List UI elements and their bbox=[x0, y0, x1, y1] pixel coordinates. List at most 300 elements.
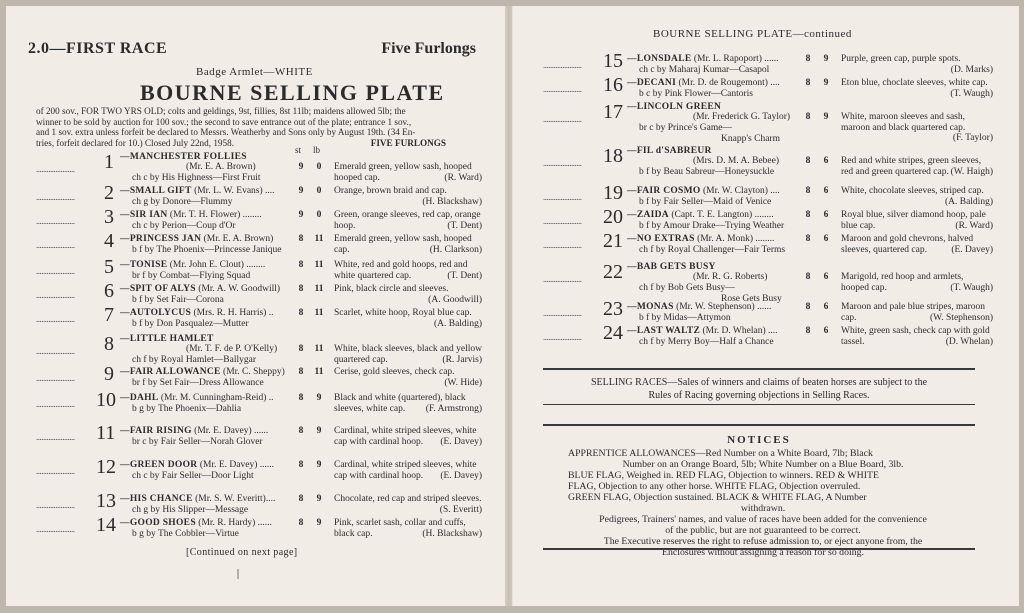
weight-lb: 6 bbox=[823, 302, 829, 312]
racing-colours bbox=[334, 210, 482, 231]
weight-st: 8 bbox=[805, 78, 811, 88]
weight-lb: 11 bbox=[314, 284, 324, 294]
entry-dotted-line: ...................... bbox=[543, 308, 582, 318]
entry-number: 24 bbox=[603, 322, 623, 344]
jockey-name: (R. Jarvis) bbox=[442, 354, 482, 365]
owner-name: (Mrs. D. M. A. Bebee) bbox=[693, 156, 780, 166]
colours-text: White, maroon sleeves and sash, maroon and black quartered cap. bbox=[841, 112, 966, 133]
right-page bbox=[512, 6, 1019, 606]
notice-line: FLAG, Objection to any other horse. WHITE FLAG, Objection overruled. bbox=[568, 481, 861, 492]
weight-lb: 6 bbox=[823, 210, 829, 220]
racing-colours bbox=[334, 518, 482, 539]
weight-lb: 9 bbox=[316, 393, 322, 403]
breeding: ch f by Bob Gets Busy— bbox=[639, 283, 735, 293]
weight-lb: 11 bbox=[314, 308, 324, 318]
notice-line: GREEN FLAG, Objection sustained. BLACK & WHITE FLAG, A Number bbox=[568, 492, 867, 503]
colours-text: White, black sleeves, black and yellow quartered cap. bbox=[334, 344, 482, 365]
rule-middle bbox=[543, 404, 975, 405]
entry-dotted-line: ...................... bbox=[543, 274, 582, 284]
breeding: b f by Set Fair—Corona bbox=[132, 294, 224, 305]
weight-st: 8 bbox=[298, 234, 304, 244]
racing-colours bbox=[841, 272, 993, 293]
racing-colours bbox=[334, 284, 482, 305]
left-page bbox=[6, 6, 507, 606]
weight-st: 8 bbox=[298, 308, 304, 318]
notice-line: Enclosures without assigning a reason for so doing. bbox=[662, 547, 864, 558]
racing-colours bbox=[334, 234, 482, 255]
entry-number: 11 bbox=[96, 422, 116, 444]
horse-name-text: BAB GETS BUSY bbox=[636, 262, 716, 272]
jockey-name: (R. Ward) bbox=[955, 220, 993, 231]
entry-dotted-line: ...................... bbox=[36, 192, 75, 202]
weight-lb: 0 bbox=[316, 186, 322, 196]
weight-lb: 6 bbox=[823, 156, 829, 166]
weight-lb: 6 bbox=[823, 326, 829, 336]
owner-name: (Mr. Frederick G. Taylor) bbox=[693, 112, 791, 122]
owner-name: (Mr. R. G. Roberts) bbox=[693, 272, 768, 282]
horse-name: —PRINCESS JAN (Mr. E. A. Brown) bbox=[120, 234, 274, 244]
entry-number: 14 bbox=[96, 514, 116, 536]
selling-races-line: Rules of Racing governing objections in Selling Races. bbox=[648, 390, 870, 401]
horse-name: —MANCHESTER FOLLIES bbox=[120, 152, 247, 162]
colours-text: Scarlet, white hoop, Royal blue cap. bbox=[334, 308, 472, 318]
owner-name: (Mrs. R. H. Harris) .. bbox=[191, 308, 274, 318]
notice-line: BLUE FLAG, Weighed in. RED FLAG, Objection to winners. RED & WHITE bbox=[568, 470, 879, 481]
colours-text: Emerald green, yellow sash, hooped hooped cap. bbox=[334, 162, 472, 183]
jockey-name: (R. Ward) bbox=[444, 172, 482, 183]
page-mark bbox=[237, 569, 239, 579]
racing-colours bbox=[334, 426, 482, 447]
owner-name: (Mr. A. W. Goodwill) bbox=[195, 284, 281, 294]
weight-st: 8 bbox=[805, 234, 811, 244]
jockey-name: (F. Armstrong) bbox=[425, 403, 482, 414]
weight-st: 8 bbox=[298, 367, 304, 377]
breeding: br c by Prince's Game— bbox=[639, 123, 732, 133]
notice-line: of the public, but are not guaranteed to be correct. bbox=[665, 525, 861, 536]
entry-dotted-line: ...................... bbox=[36, 266, 75, 276]
racing-colours bbox=[334, 460, 482, 481]
racing-colours bbox=[841, 210, 993, 231]
colours-text: Maroon and pale blue stripes, maroon cap. bbox=[841, 302, 986, 323]
racing-colours bbox=[334, 367, 482, 388]
notices-title: NOTICES bbox=[727, 434, 791, 446]
jockey-name: (H. Blackshaw) bbox=[422, 528, 482, 539]
jockey-name: (D. Whelan) bbox=[945, 336, 993, 347]
conditions-distance: FIVE FURLONGS bbox=[370, 137, 446, 148]
notices-body bbox=[568, 448, 958, 558]
colours-text: Pink, scarlet sash, collar and cuffs, black cap. bbox=[334, 518, 466, 539]
racing-colours bbox=[841, 326, 993, 347]
weight-st: 8 bbox=[298, 426, 304, 436]
weight-st: 8 bbox=[805, 302, 811, 312]
entry-dotted-line: ...................... bbox=[36, 500, 75, 510]
racing-colours bbox=[334, 162, 482, 183]
weight-lb: 11 bbox=[314, 367, 324, 377]
weight-lb: 0 bbox=[316, 210, 322, 220]
horse-name: —LAST WALTZ (Mr. D. Whelan) .... bbox=[627, 326, 778, 336]
entry-number: 10 bbox=[96, 389, 116, 411]
entry-number: 20 bbox=[603, 206, 623, 228]
entry-dotted-line: ...................... bbox=[36, 290, 75, 300]
entry-dotted-line: ...................... bbox=[36, 432, 75, 442]
racing-colours bbox=[841, 234, 993, 255]
racing-colours bbox=[334, 344, 482, 365]
notice-line: APPRENTICE ALLOWANCES—Red Number on a White Board, 7lb; Black bbox=[568, 448, 873, 459]
horse-name: —FIL d'SABREUR bbox=[627, 146, 712, 156]
entry-number: 19 bbox=[603, 182, 623, 204]
racing-colours bbox=[841, 186, 993, 207]
entry-number: 15 bbox=[603, 50, 623, 72]
owner-name: (Mr. D. Whelan) .... bbox=[700, 326, 778, 336]
horse-name-text: TONISE bbox=[129, 260, 168, 270]
selling-races-line: SELLING RACES—Sales of winners and claims of beaten horses are subject to the bbox=[590, 377, 928, 388]
horse-name-text: FAIR RISING bbox=[129, 426, 192, 436]
horse-name-text: PRINCESS JAN bbox=[129, 234, 202, 244]
entry-number: 13 bbox=[96, 490, 116, 512]
weight-st: 9 bbox=[298, 186, 304, 196]
jockey-name: (E. Davey) bbox=[440, 436, 482, 447]
colours-text: Purple, green cap, purple spots. bbox=[841, 54, 961, 64]
breeding: b f by Beau Sabreur—Honeysuckle bbox=[639, 167, 775, 177]
breeding: b f by Midas—Attymon bbox=[639, 312, 731, 323]
conditions-line: and 1 sov. extra unless forfeit be declared to Messrs. Weatherby and Sons only by August 19th. (34 En- bbox=[36, 127, 416, 137]
entry-number: 6 bbox=[104, 280, 114, 302]
notice-line: withdrawn. bbox=[740, 503, 786, 514]
entry-number: 23 bbox=[603, 298, 623, 320]
colours-text: Maroon and gold chevrons, halved sleeves, quartered cap. bbox=[841, 234, 974, 255]
rule-notices bbox=[543, 424, 975, 426]
horse-name-text: ZAIDA bbox=[636, 210, 669, 220]
colours-text: Black and white (quartered), black sleeves, white cap. bbox=[334, 393, 466, 414]
racing-colours bbox=[334, 186, 482, 207]
weight-st: 8 bbox=[298, 494, 304, 504]
notice-line: The Executive reserves the right to refuse admission to, or eject anyone from, the bbox=[603, 536, 923, 547]
weight-lb: 9 bbox=[316, 426, 322, 436]
colours-text: Pink, black circle and sleeves. bbox=[334, 284, 449, 294]
horse-name: —LINCOLN GREEN bbox=[627, 102, 722, 112]
horse-name-text: LAST WALTZ bbox=[636, 326, 701, 336]
jockey-name: (W. Haigh) bbox=[950, 166, 993, 177]
horse-name: —BAB GETS BUSY bbox=[627, 262, 716, 272]
horse-name: —SIR IAN (Mr. T. H. Flower) ........ bbox=[120, 210, 262, 220]
horse-name: —MONAS (Mr. W. Stephenson) ...... bbox=[627, 302, 772, 312]
entry-dotted-line: ...................... bbox=[543, 216, 582, 226]
breeding: ch g by His Slipper—Message bbox=[132, 504, 249, 515]
horse-name-text: LONSDALE bbox=[636, 54, 692, 64]
race-conditions bbox=[36, 106, 476, 148]
owner-name: (Mr. M. Cunningham-Reid) .. bbox=[158, 393, 274, 403]
weight-st: 8 bbox=[805, 326, 811, 336]
weight-lb: 9 bbox=[316, 494, 322, 504]
column-head-lb: lb bbox=[313, 145, 321, 155]
colours-text: Cardinal, white striped sleeves, white cap with cardinal hoop. bbox=[334, 460, 477, 481]
racing-colours bbox=[841, 302, 993, 323]
racing-colours bbox=[841, 156, 993, 177]
entry-dotted-line: ...................... bbox=[543, 192, 582, 202]
breeding: b c by Pink Flower—Cantoris bbox=[639, 88, 753, 99]
horse-name-text: LITTLE HAMLET bbox=[129, 334, 214, 344]
breeding: b f by Don Pasqualez—Mutter bbox=[132, 318, 249, 329]
racing-colours bbox=[334, 393, 482, 414]
horse-name-text: MONAS bbox=[636, 302, 674, 312]
owner-name: (Mr. D. de Rougemont) .... bbox=[676, 78, 780, 88]
weight-st: 8 bbox=[805, 54, 811, 64]
weight-st: 8 bbox=[298, 284, 304, 294]
breeding: b g by The Cobbler—Virtue bbox=[132, 528, 239, 539]
entry-number: 16 bbox=[603, 74, 623, 96]
horse-name: —GOOD SHOES (Mr. R. Hardy) ...... bbox=[120, 518, 272, 528]
entry-number: 3 bbox=[104, 206, 114, 228]
weight-st: 8 bbox=[298, 260, 304, 270]
owner-name: (Mr. W. Clayton) .... bbox=[700, 186, 780, 196]
entry-number: 12 bbox=[96, 456, 116, 478]
breeding: b f by Fair Seller—Maid of Venice bbox=[639, 196, 772, 207]
badge-armlet: Badge Armlet—WHITE bbox=[196, 66, 313, 78]
owner-name: (Mr. R. Hardy) ...... bbox=[195, 518, 272, 528]
entry-number: 5 bbox=[104, 256, 114, 278]
weight-st: 8 bbox=[805, 272, 811, 282]
colours-text: Emerald green, yellow sash, hooped cap. bbox=[334, 234, 472, 255]
horse-name: —FAIR RISING (Mr. E. Davey) ...... bbox=[120, 426, 269, 436]
jockey-name: (D. Marks) bbox=[950, 64, 993, 75]
weight-st: 8 bbox=[298, 393, 304, 403]
entry-dotted-line: ...................... bbox=[543, 114, 582, 124]
colours-text: Orange, brown braid and cap. bbox=[334, 186, 447, 196]
entry-dotted-line: ...................... bbox=[36, 164, 75, 174]
horse-name-text: DECANI bbox=[636, 78, 677, 88]
horse-name-text: SIR IAN bbox=[129, 210, 168, 220]
owner-name: (Mr. A. Monk) ........ bbox=[694, 234, 775, 244]
entry-number: 17 bbox=[603, 101, 623, 123]
horse-name: —LITTLE HAMLET bbox=[120, 334, 214, 344]
breeding: b g by The Phoenix—Dahlia bbox=[132, 403, 242, 414]
entry-number: 7 bbox=[104, 304, 114, 326]
horse-name: —ZAIDA (Capt. T. E. Langton) ........ bbox=[627, 210, 774, 220]
racing-colours bbox=[841, 54, 993, 75]
conditions-line: of 200 sov., FOR TWO YRS OLD; colts and geldings, 9st, fillies, 8st 11lb; maidens allowed 5lb; the bbox=[36, 106, 406, 116]
weight-lb: 11 bbox=[314, 234, 324, 244]
horse-name-text: HIS CHANCE bbox=[129, 494, 193, 504]
breeding: ch c by Fair Seller—Door Light bbox=[132, 470, 254, 481]
horse-name: —TONISE (Mr. John E. Clout) ........ bbox=[120, 260, 266, 270]
horse-name: —FAIR COSMO (Mr. W. Clayton) .... bbox=[627, 186, 780, 196]
horse-name: —SPIT OF ALYS (Mr. A. W. Goodwill) bbox=[120, 284, 281, 294]
entry-dotted-line: ...................... bbox=[36, 346, 75, 356]
jockey-name: (S. Everitt) bbox=[439, 504, 482, 515]
continued-note: [Continued on next page] bbox=[186, 547, 298, 558]
breeding: ch g by Donore—Flummy bbox=[132, 196, 233, 207]
weight-st: 8 bbox=[805, 186, 811, 196]
horse-name-text: FAIR ALLOWANCE bbox=[129, 367, 221, 377]
owner-name: (Mr. S. W. Everitt).... bbox=[192, 494, 276, 504]
owner-name: (Mr. E. Davey) ...... bbox=[197, 460, 274, 470]
horse-name-text: FAIR COSMO bbox=[636, 186, 701, 196]
jockey-name: (T. Dent) bbox=[447, 270, 482, 281]
horse-name: —SMALL GIFT (Mr. L. W. Evans) .... bbox=[120, 186, 275, 196]
breeding: b f by The Phoenix—Princesse Janique bbox=[132, 244, 282, 255]
weight-st: 8 bbox=[298, 518, 304, 528]
horse-name-text: LINCOLN GREEN bbox=[636, 102, 722, 112]
weight-lb: 6 bbox=[823, 272, 829, 282]
entry-number: 21 bbox=[603, 230, 623, 252]
entry-number: 9 bbox=[104, 363, 114, 385]
colours-text: Eton blue, choclate sleeves, white cap. bbox=[841, 78, 988, 88]
owner-name: (Capt. T. E. Langton) ........ bbox=[668, 210, 774, 220]
owner-name: (Mr. W. Stephenson) ...... bbox=[673, 302, 772, 312]
weight-st: 8 bbox=[805, 156, 811, 166]
entry-number: 2 bbox=[104, 182, 114, 204]
colours-text: Green, orange sleeves, red cap, orange hoop. bbox=[334, 210, 481, 231]
racing-colours bbox=[334, 260, 482, 281]
breeding: ch c by Maharaj Kumar—Casapol bbox=[639, 64, 770, 75]
rule-top bbox=[543, 368, 975, 370]
entry-dotted-line: ...................... bbox=[543, 84, 582, 94]
weight-lb: 9 bbox=[316, 460, 322, 470]
jockey-name: (E. Davey) bbox=[440, 470, 482, 481]
jockey-name: (A. Balding) bbox=[433, 318, 482, 329]
weight-lb: 6 bbox=[823, 234, 829, 244]
weight-st: 8 bbox=[298, 344, 304, 354]
entry-number: 8 bbox=[104, 333, 114, 355]
jockey-name: (W. Stephenson) bbox=[930, 312, 993, 323]
entry-dotted-line: ...................... bbox=[543, 158, 582, 168]
breeding: br f by Set Fair—Dress Allowance bbox=[132, 377, 264, 388]
entry-dotted-line: ...................... bbox=[543, 240, 582, 250]
entry-dotted-line: ...................... bbox=[36, 314, 75, 324]
horse-name: —AUTOLYCUS (Mrs. R. H. Harris) .. bbox=[120, 308, 274, 318]
entry-number: 22 bbox=[603, 261, 623, 283]
race-title: BOURNE SELLING PLATE bbox=[140, 80, 445, 105]
horse-name-text: SMALL GIFT bbox=[129, 186, 192, 196]
owner-name: (Mr. T. H. Flower) ........ bbox=[167, 210, 262, 220]
breeding: b f by Amour Drake—Trying Weather bbox=[639, 220, 785, 231]
jockey-name: (F. Taylor) bbox=[952, 133, 993, 143]
horse-name-text: FIL d'SABREUR bbox=[636, 146, 712, 156]
owner-name: (Mr. E. A. Brown) bbox=[186, 162, 256, 172]
entry-number: 1 bbox=[104, 151, 114, 173]
jockey-name: (T. Waugh) bbox=[950, 88, 993, 99]
colours-text: White, red and gold hoops, red and white quartered cap. bbox=[334, 260, 468, 281]
entry-dotted-line: ...................... bbox=[36, 373, 75, 383]
jockey-name: (H. Blackshaw) bbox=[422, 196, 482, 207]
jockey-name: (A. Balding) bbox=[944, 196, 993, 207]
weight-lb: 11 bbox=[314, 260, 324, 270]
horse-name-text: MANCHESTER FOLLIES bbox=[129, 152, 247, 162]
rule-bottom bbox=[543, 548, 975, 550]
horse-name-text: GREEN DOOR bbox=[129, 460, 198, 470]
colours-text: Cerise, gold sleeves, check cap. bbox=[334, 367, 455, 377]
continued-header: BOURNE SELLING PLATE—continued bbox=[653, 28, 852, 40]
owner-name: (Mr. C. Sheppy) bbox=[220, 367, 285, 377]
entry-dotted-line: ...................... bbox=[543, 332, 582, 342]
owner-name: (Mr. L. W. Evans) .... bbox=[191, 186, 275, 196]
entry-dotted-line: ...................... bbox=[36, 399, 75, 409]
weight-st: 8 bbox=[298, 460, 304, 470]
entry-dotted-line: ...................... bbox=[543, 60, 582, 70]
weight-st: 8 bbox=[805, 210, 811, 220]
column-head-st: st bbox=[295, 145, 302, 155]
owner-name: (Mr. E. Davey) ...... bbox=[191, 426, 269, 436]
colours-text: Cardinal, white striped sleeves, white cap with cardinal hoop. bbox=[334, 426, 477, 447]
breeding: ch c by His Highness—First Fruit bbox=[132, 173, 261, 183]
weight-lb: 9 bbox=[823, 112, 829, 122]
colours-text: Chocolate, red cap and striped sleeves. bbox=[334, 494, 482, 504]
entry-number: 4 bbox=[104, 230, 114, 252]
weight-st: 9 bbox=[298, 162, 304, 172]
horse-name: —LONSDALE (Mr. L. Rapoport) ...... bbox=[627, 54, 779, 64]
entry-dotted-line: ...................... bbox=[36, 524, 75, 534]
racing-colours bbox=[841, 112, 993, 144]
breeding: ch f by Royal Hamlet—Ballygar bbox=[132, 355, 256, 365]
horse-name: —HIS CHANCE (Mr. S. W. Everitt).... bbox=[120, 494, 276, 504]
horse-name: —DAHL (Mr. M. Cunningham-Reid) .. bbox=[120, 393, 274, 403]
conditions-line: winner to be sold by auction for 100 sov.; the second to save entrance out of the plate; entrance 1 sov., bbox=[36, 116, 412, 127]
weight-lb: 9 bbox=[316, 518, 322, 528]
jockey-name: (T. Dent) bbox=[447, 220, 482, 231]
horse-name: —DECANI (Mr. D. de Rougemont) .... bbox=[627, 78, 780, 88]
horse-name-text: SPIT OF ALYS bbox=[129, 284, 196, 294]
weight-lb: 11 bbox=[314, 344, 324, 354]
racing-colours bbox=[334, 308, 482, 329]
breeding: br c by Fair Seller—Norah Glover bbox=[132, 436, 263, 447]
entry-number: 18 bbox=[603, 145, 623, 167]
owner-name: (Mr. E. A. Brown) bbox=[201, 234, 274, 244]
racing-colours bbox=[841, 78, 993, 99]
owner-name: (Mr. John E. Clout) ........ bbox=[167, 260, 266, 270]
weight-st: 8 bbox=[805, 112, 811, 122]
breeding: ch f by Merry Boy—Half a Chance bbox=[639, 336, 774, 347]
selling-races-note bbox=[543, 376, 975, 402]
weight-lb: 9 bbox=[823, 54, 829, 64]
horse-name-text: NO EXTRAS bbox=[636, 234, 695, 244]
weight-st: 9 bbox=[298, 210, 304, 220]
race-distance-header: Five Furlongs bbox=[381, 40, 476, 57]
horse-name-text: GOOD SHOES bbox=[129, 518, 196, 528]
notice-line: Number on an Orange Board, 5lb; White Number on a Blue Board, 3lb. bbox=[622, 459, 904, 470]
breeding: br f by Combat—Flying Squad bbox=[132, 270, 251, 281]
breeding: ch f by Royal Challenger—Fair Terms bbox=[639, 244, 786, 255]
conditions-line: tries, forfeit declared for 10.) Closed July 22nd, 1958. bbox=[36, 137, 234, 148]
entry-dotted-line: ...................... bbox=[36, 466, 75, 476]
jockey-name: (H. Clarkson) bbox=[429, 244, 482, 255]
breeding: ch c by Perion—Coup d'Or bbox=[132, 220, 236, 231]
colours-text: Marigold, red hoop and armlets, hooped cap. bbox=[841, 272, 964, 293]
jockey-name: (A. Goodwill) bbox=[428, 294, 482, 305]
horse-name: —FAIR ALLOWANCE (Mr. C. Sheppy) bbox=[120, 367, 285, 377]
racing-colours bbox=[334, 494, 482, 515]
owner-name: (Mr. T. F. de P. O'Kelly) bbox=[186, 344, 278, 354]
colours-text: Red and white stripes, green sleeves, red and green quartered cap. bbox=[841, 156, 982, 177]
horse-name-text: AUTOLYCUS bbox=[129, 308, 192, 318]
colours-text: White, green sash, check cap with gold tassel. bbox=[841, 326, 990, 347]
jockey-name: (E. Davey) bbox=[951, 244, 993, 255]
horse-name: —NO EXTRAS (Mr. A. Monk) ........ bbox=[627, 234, 775, 244]
colours-text: Royal blue, silver diamond hoop, pale blue cap. bbox=[841, 210, 986, 231]
jockey-name: (W. Hide) bbox=[444, 377, 482, 388]
breeding-dam: Knapp's Charm bbox=[721, 133, 780, 144]
weight-lb: 9 bbox=[823, 78, 829, 88]
weight-lb: 6 bbox=[823, 186, 829, 196]
entry-dotted-line: ...................... bbox=[36, 240, 75, 250]
colours-text: White, chocolate sleeves, striped cap. bbox=[841, 186, 984, 196]
entry-dotted-line: ...................... bbox=[36, 216, 75, 226]
notice-line: Pedigrees, Trainers' names, and value of races have been added for the convenience bbox=[599, 514, 927, 525]
horse-name-text: DAHL bbox=[129, 393, 159, 403]
jockey-name: (T. Waugh) bbox=[950, 282, 993, 293]
weight-lb: 0 bbox=[316, 162, 322, 172]
owner-name: (Mr. L. Rapoport) ...... bbox=[691, 54, 779, 64]
race-time-header: 2.0—FIRST RACE bbox=[28, 40, 168, 57]
